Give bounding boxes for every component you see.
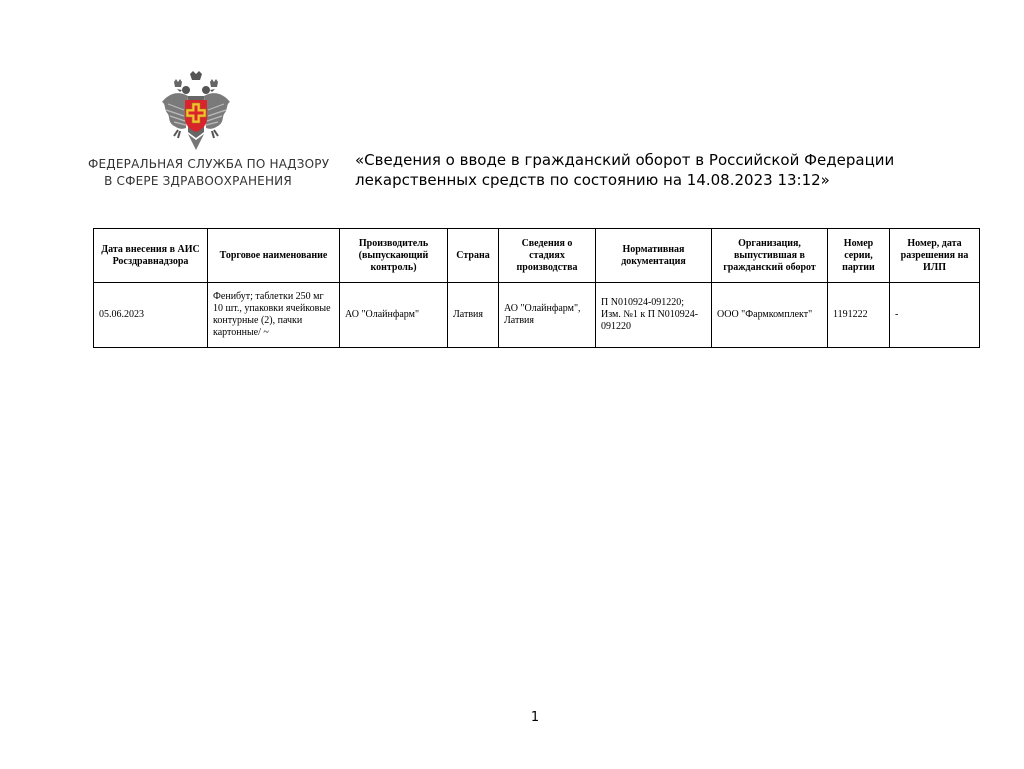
column-header-production-stages: Сведения о стадиях производства bbox=[499, 229, 596, 283]
cell-organization: ООО "Фармкомплект" bbox=[712, 283, 828, 348]
cell-manufacturer: АО "Олайнфарм" bbox=[340, 283, 448, 348]
cell-regulatory-docs: П N010924-091220; Изм. №1 к П N010924-091220 bbox=[596, 283, 712, 348]
table-row bbox=[94, 283, 980, 348]
circulation-records-table bbox=[93, 228, 980, 348]
roszdravnadzor-emblem-icon bbox=[160, 70, 232, 152]
cell-trade-name: Фенибут; таблетки 250 мг 10 шт., упаковки ячейковые контурные (2), пачки картонные/ ~ bbox=[208, 283, 340, 348]
column-header-manufacturer: Производитель (выпускающий контроль) bbox=[340, 229, 448, 283]
cell-permit: - bbox=[890, 283, 980, 348]
cell-production-stages: АО "Олайнфарм", Латвия bbox=[499, 283, 596, 348]
column-header-permit: Номер, дата разрешения на ИЛП bbox=[890, 229, 980, 283]
agency-name bbox=[88, 156, 330, 190]
column-header-batch-number: Номер серии, партии bbox=[828, 229, 890, 283]
table-header-row bbox=[94, 229, 980, 283]
column-header-trade-name: Торговое наименование bbox=[208, 229, 340, 283]
column-header-country: Страна bbox=[448, 229, 499, 283]
page-number: 1 bbox=[530, 710, 540, 725]
column-header-date: Дата внесения в АИС Росздравнадзора bbox=[94, 229, 208, 283]
column-header-organization: Организация, выпустившая в гражданский оборот bbox=[712, 229, 828, 283]
cell-country: Латвия bbox=[448, 283, 499, 348]
cell-batch-number: 1191222 bbox=[828, 283, 890, 348]
document-title bbox=[355, 150, 915, 190]
agency-name-line1: ФЕДЕРАЛЬНАЯ СЛУЖБА ПО НАДЗОРУ bbox=[88, 157, 330, 171]
cell-date: 05.06.2023 bbox=[94, 283, 208, 348]
column-header-regulatory-docs: Нормативная документация bbox=[596, 229, 712, 283]
document-title-line2: лекарственных средств по состоянию на 14.08.2023 13:12» bbox=[355, 171, 830, 189]
document-title-line1: «Сведения о вводе в гражданский оборот в Российской Федерации bbox=[355, 151, 895, 169]
agency-name-line2: В СФЕРЕ ЗДРАВООХРАНЕНИЯ bbox=[104, 174, 292, 188]
